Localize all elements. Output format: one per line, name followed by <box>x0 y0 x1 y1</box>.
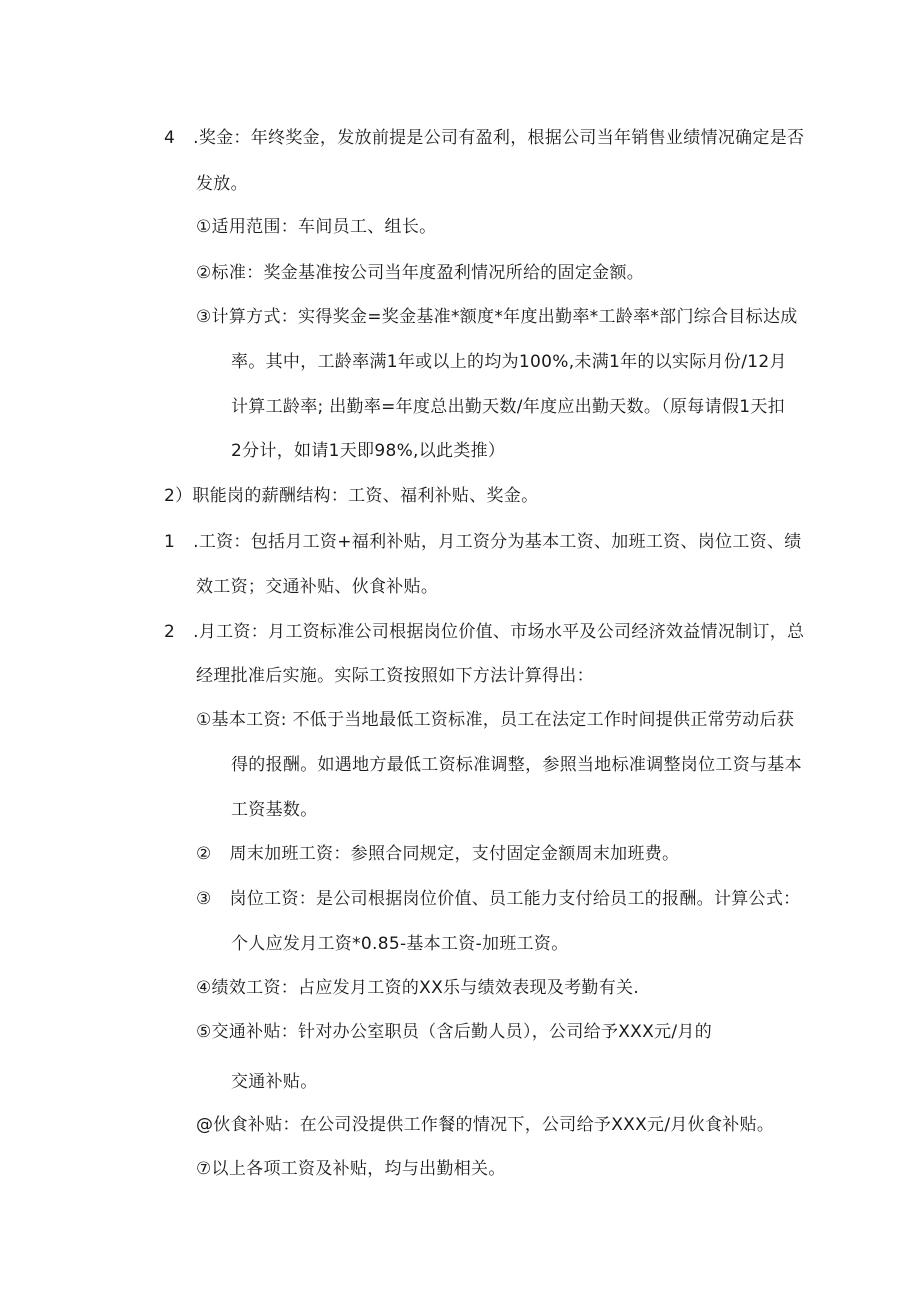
salary-item-1-cont <box>196 576 438 598</box>
item-marker: ③ <box>196 889 212 909</box>
item-text: 2分计，如请1天即98%,以此类推） <box>231 441 506 461</box>
item-text: 经理批准后实施。实际工资按照如下方法计算得出： <box>196 666 594 686</box>
item-text: 率。其中，工龄率满1年或以上的均为100%,未满1年的以实际月份/12月 <box>231 352 787 372</box>
monthly-salary-item-2 <box>164 621 804 643</box>
bonus-item-4-cont <box>196 173 248 195</box>
item-text: 岗位工资：是公司根据岗位价值、员工能力支付给员工的报酬。计算公式： <box>229 889 801 909</box>
item-text: @伙食补贴：在公司没提供工作餐的情况下，公司给予XXX元/月伙食补贴。 <box>196 1115 775 1135</box>
item-marker: ② <box>196 844 212 864</box>
item-text: 发放。 <box>196 174 248 194</box>
item-text: 得的报酬。如遇地方最低工资标准调整，参照当地标准调整岗位工资与基本 <box>231 755 802 775</box>
item-text: ③计算方式：实得奖金=奖金基准*额度*年度出勤率*工龄率*部门综合目标达成 <box>196 307 798 327</box>
item-text: ①基本工资: 不低于当地最低工资标准，员工在法定工作时间提供正常劳动后获 <box>196 710 795 730</box>
bonus-standard <box>196 262 644 284</box>
item-marker: 1 <box>164 532 176 552</box>
bonus-item-4 <box>164 127 804 149</box>
item-text: 工资基数。 <box>231 800 318 820</box>
item-text: ①适用范围：车间员工、组长。 <box>196 217 437 237</box>
transport-allowance-cont <box>231 1071 318 1093</box>
item-text: 计算工龄率; 出勤率=年度总出勤天数/年度应出勤天数。（原每请假1天扣 <box>231 397 785 417</box>
item-text: 个人应发月工资*0.85-基本工资-加班工资。 <box>231 934 569 954</box>
salary-item-1 <box>164 531 802 553</box>
position-salary <box>196 888 800 910</box>
transport-allowance <box>196 1021 712 1043</box>
functional-salary-structure <box>164 485 538 507</box>
bonus-calculation-cont-2 <box>231 396 785 418</box>
item-text: 效工资；交通补贴、伙食补贴。 <box>196 577 439 597</box>
item-text: 2）职能岗的薪酬结构：工资、福利补贴、奖金。 <box>164 486 539 506</box>
item-text: .月工资：月工资标准公司根据岗位价值、市场水平及公司经济效益情况制订，总 <box>193 622 805 642</box>
item-text: 周末加班工资：参照合同规定，支付固定金额周末加班费。 <box>229 844 680 864</box>
meal-allowance <box>196 1114 774 1136</box>
bonus-calculation <box>196 306 798 328</box>
bonus-calculation-cont-3 <box>231 440 505 462</box>
performance-salary <box>196 977 639 999</box>
item-marker: 2 <box>164 622 176 642</box>
item-text: ⑤交通补贴：针对办公室职员（含后勤人员），公司给予XXX元/月的 <box>196 1022 713 1042</box>
item-text: .奖金：年终奖金，发放前提是公司有盈利，根据公司当年销售业绩情况确定是否 <box>193 128 805 148</box>
basic-salary-cont-1 <box>231 754 802 776</box>
bonus-scope <box>196 216 436 238</box>
item-marker: 4 <box>164 128 176 148</box>
basic-salary-cont-2 <box>231 799 318 821</box>
item-text: ②标准：奖金基准按公司当年度盈利情况所给的固定金额。 <box>196 263 645 283</box>
item-text: 交通补贴。 <box>231 1072 318 1092</box>
position-salary-cont <box>231 933 569 955</box>
monthly-salary-item-2-cont <box>196 665 594 687</box>
weekend-overtime-pay <box>196 843 679 865</box>
attendance-note <box>196 1158 506 1180</box>
item-text: ⑦以上各项工资及补贴，均与出勤相关。 <box>196 1159 506 1179</box>
item-text: ④绩效工资：占应发月工资的XX乐与绩效表现及考勤有关. <box>196 978 640 998</box>
bonus-calculation-cont-1 <box>231 351 787 373</box>
item-text: .工资：包括月工资+福利补贴，月工资分为基本工资、加班工资、岗位工资、绩 <box>193 532 802 552</box>
basic-salary <box>196 709 794 731</box>
